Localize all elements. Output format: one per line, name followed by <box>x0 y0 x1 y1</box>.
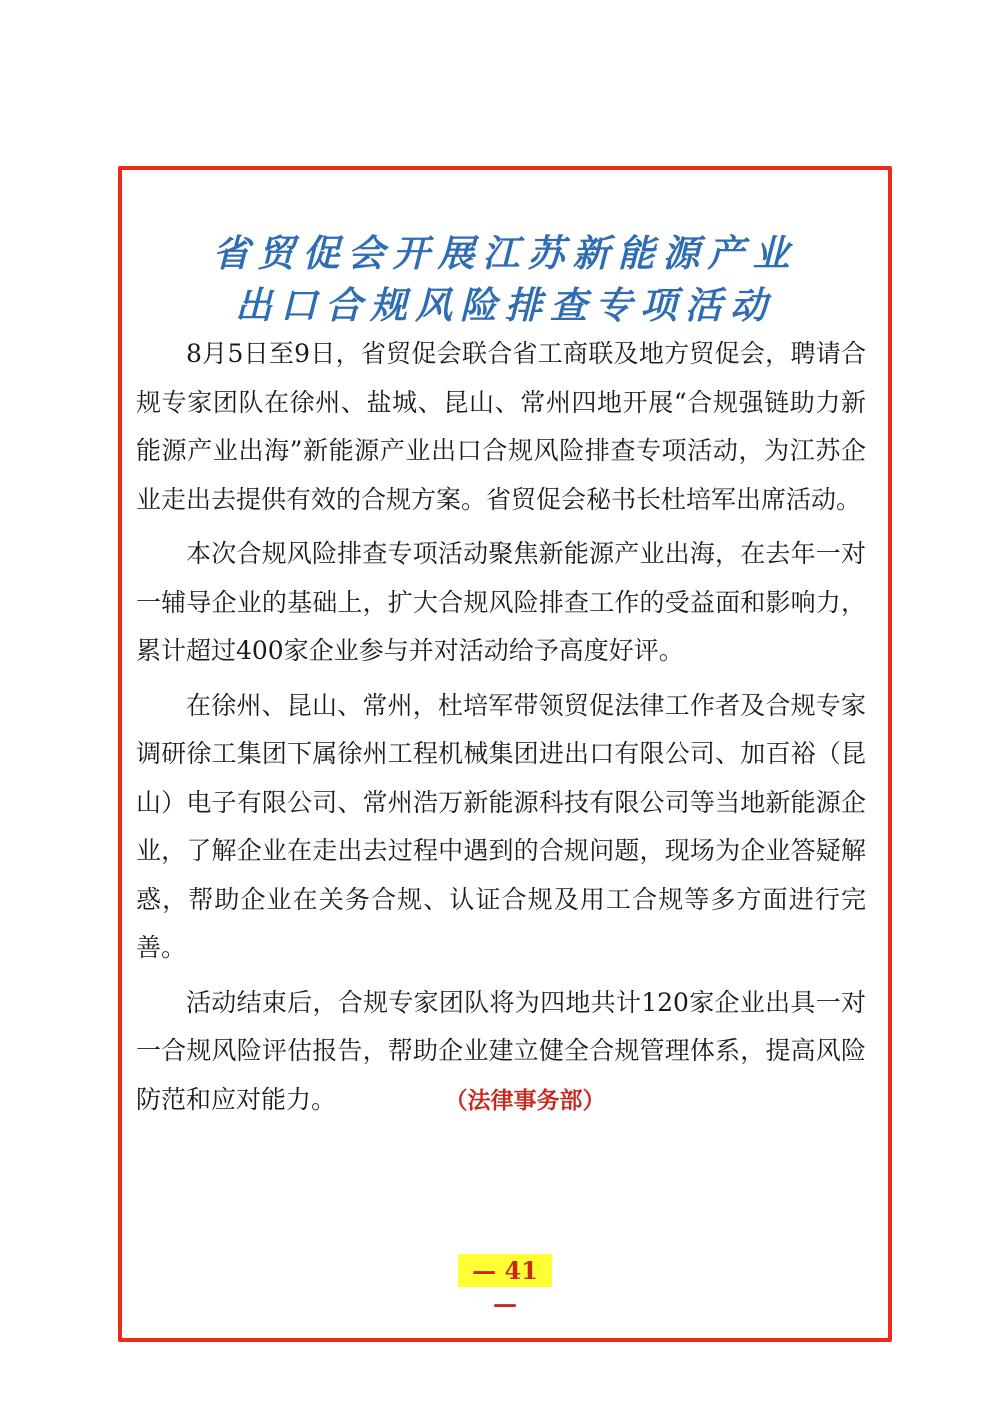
paragraph-4-text: 活动结束后，合规专家团队将为四地共计120家企业出具一对一合规风险评估报告，帮助企业建立健全合规管理体系，提高风险防范和应对能力。 <box>136 987 866 1114</box>
title-line-2: 出口合规风险排查专项活动 <box>235 284 775 327</box>
paragraph-2: 本次合规风险排查专项活动聚焦新能源产业出海，在去年一对一辅导企业的基础上，扩大合规风险排查工作的受益面和影响力，累计超过400家企业参与并对活动给予高度好评。 <box>136 539 866 665</box>
department-signature: （法律事务部） <box>456 1087 606 1114</box>
page-number: — 41 — <box>458 1254 552 1287</box>
paragraph-4 <box>136 979 866 1126</box>
paragraph-3: 在徐州、昆山、常州，杜培军带领贸促法律工作者及合规专家调研徐工集团下属徐州工程机械集团进出口有限公司、加百裕（昆山）电子有限公司、常州浩万新能源科技有限公司等当地新能源企业，了解企业在走出去过程中遇到的合规问题，现场为企业答疑解惑，帮助企业在关务合规、认证合规及用工合规等多方面进行完善。 <box>136 690 866 962</box>
paragraph-1: 8月5日至9日，省贸促会联合省工商联及地方贸促会，聘请合规专家团队在徐州、盐城、昆山、常州四地开展“合规强链助力新能源产业出海”新能源产业出口合规风险排查专项活动，为江苏企业走出去提供有效的合规方案。省贸促会秘书长杜培军出席活动。 <box>136 339 866 514</box>
title-line-1: 省贸促会开展江苏新能源产业 <box>212 232 798 275</box>
article-body <box>136 330 866 1125</box>
article-title <box>118 228 892 332</box>
